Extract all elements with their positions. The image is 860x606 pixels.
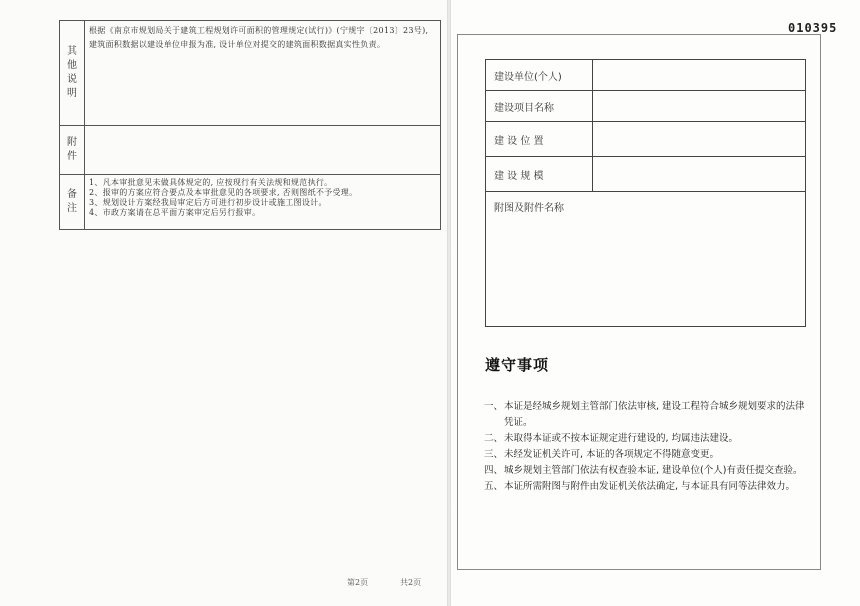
- remark-item: 3、规划设计方案经我局审定后方可进行初步设计或施工图设计。: [89, 198, 327, 207]
- remark-item: 2、报审的方案应符合要点及本审批意见的各项要求, 否则图纸不予受理。: [89, 188, 358, 197]
- rules-list: [484, 399, 814, 495]
- attachments-list-label: 附图及附件名称: [486, 192, 806, 327]
- field-value: [593, 157, 806, 192]
- rule-item: [484, 431, 814, 447]
- header-char: 附: [67, 137, 77, 148]
- table-row: [60, 175, 441, 230]
- remark-item: 1、凡本审批意见未做具体规定的, 应按现行有关法规和规范执行。: [89, 178, 333, 187]
- other-notes-content: 根据《南京市规划局关于建筑工程规划许可面积的管理规定(试行)》(宁规字〔2013〕23号), 建筑面积数据以建设单位申报为准, 设计单位对提交的建筑面积数据真实性负责。: [85, 21, 441, 126]
- field-label: 建设单位(个人): [486, 60, 593, 91]
- row-header-remarks: [60, 175, 85, 230]
- rule-number: 二、: [484, 433, 504, 444]
- table-row: [486, 91, 806, 122]
- row-header-other-notes: [60, 21, 85, 126]
- table-row: [486, 60, 806, 91]
- header-char: 备: [67, 189, 77, 200]
- remarks-content: [85, 175, 441, 230]
- project-info-table: [485, 59, 806, 327]
- attachments-content: [85, 126, 441, 175]
- field-value: [593, 60, 806, 91]
- rule-text: 未取得本证或不按本证规定进行建设的, 均属违法建设。: [504, 433, 739, 444]
- rule-item: [484, 479, 814, 495]
- page-total: 共2页: [400, 578, 422, 587]
- rule-text: 本证所需附图与附件由发证机关依法确定, 与本证具有同等法律效力。: [504, 481, 796, 492]
- header-char: 件: [67, 151, 77, 162]
- header-char: 他: [67, 60, 77, 71]
- table-row: [60, 126, 441, 175]
- remark-item: 4、市政方案请在总平面方案审定后另行报审。: [89, 208, 261, 217]
- table-row: [486, 192, 806, 327]
- rules-title: 遵守事项: [485, 356, 550, 374]
- rule-text: 本证是经城乡规划主管部门依法审核, 建设工程符合城乡规划要求的法律凭证。: [504, 401, 805, 428]
- field-label: 建 设 位 置: [486, 122, 593, 157]
- header-char: 注: [67, 203, 77, 214]
- rule-text: 城乡规划主管部门依法有权查验本证, 建设单位(个人)有责任提交查验。: [504, 465, 803, 476]
- rule-number: 五、: [484, 481, 504, 492]
- field-value: [593, 122, 806, 157]
- header-char: 说: [67, 74, 77, 85]
- approval-details-table: [59, 20, 441, 230]
- field-value: [593, 91, 806, 122]
- rule-number: 一、: [484, 401, 504, 412]
- row-header-attachments: [60, 126, 85, 175]
- field-label: 建 设 规 模: [486, 157, 593, 192]
- rule-number: 三、: [484, 449, 504, 460]
- rule-item: [484, 399, 814, 431]
- table-row: [486, 122, 806, 157]
- field-label: 建设项目名称: [486, 91, 593, 122]
- page-number: 第2页: [347, 578, 369, 587]
- rule-text: 未经发证机关许可, 本证的各项规定不得随意变更。: [504, 449, 720, 460]
- document-number: 010395: [788, 21, 838, 35]
- rule-number: 四、: [484, 465, 504, 476]
- table-row: [60, 21, 441, 126]
- table-row: [486, 157, 806, 192]
- page-fold: [447, 0, 451, 606]
- header-char: 明: [67, 88, 77, 99]
- rule-item: [484, 447, 814, 463]
- rule-item: [484, 463, 814, 479]
- header-char: 其: [67, 46, 77, 57]
